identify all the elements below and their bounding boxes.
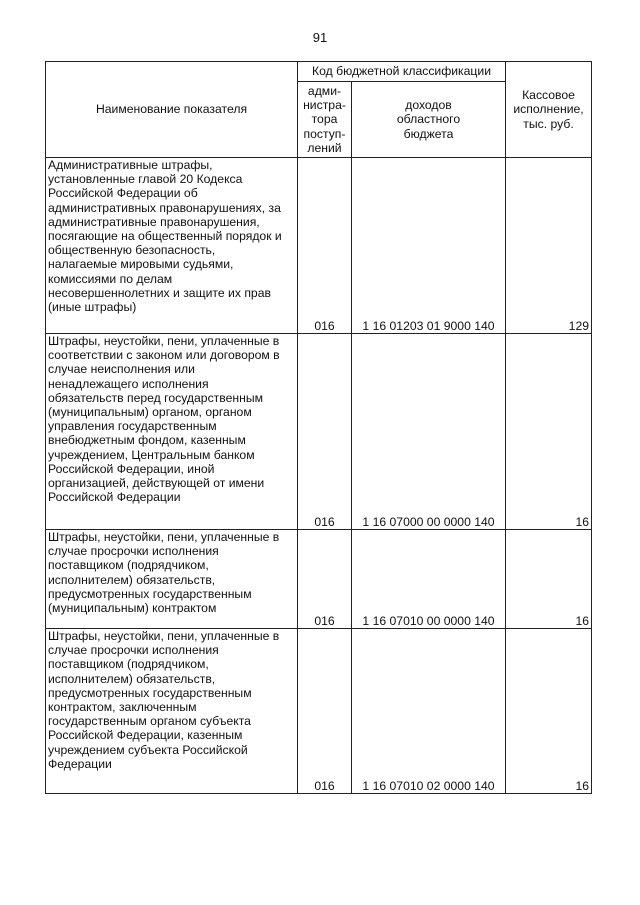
header-cash-execution-label: Кассовое исполнение, тыс. руб. [513, 88, 584, 131]
header-income-code-label: доходов областного бюджета [396, 98, 461, 141]
table-row [46, 530, 592, 629]
row-income-code: 1 16 07010 00 0000 140 [352, 530, 506, 629]
row-income-code: 1 16 01203 01 9000 140 [352, 158, 506, 334]
row-admin-code: 016 [298, 629, 352, 794]
header-admin-code-label: адми- нистра- тора поступ- лений [303, 83, 346, 155]
row-name: Административные штрафы, установленные главой 20 Кодекса Российской Федерации об административных правонарушениях, за административные правонарушения, посягающие на общественный порядок и общественную безопасность, налагаемые мировыми судьями, комиссиями по делам несовершеннолетних и защите их прав (иные штрафы) [46, 158, 298, 334]
header-income-code [352, 82, 506, 158]
row-income-code: 1 16 07000 00 0000 140 [352, 334, 506, 530]
table-row [46, 334, 592, 530]
page-number: 91 [312, 30, 328, 45]
row-amount: 16 [506, 629, 592, 794]
row-amount: 16 [506, 530, 592, 629]
header-cash-execution [506, 62, 592, 158]
header-budget-code-group: Код бюджетной классификации [298, 62, 506, 82]
row-name: Штрафы, неустойки, пени, уплаченные в случае просрочки исполнения поставщиком (подрядчиком, исполнителем) обязательств, предусмотренных государственным контрактом, заключенным государственным органом субъекта Российской Федерации, казенным учреждением субъекта Российской Федерации [46, 629, 298, 794]
row-admin-code: 016 [298, 334, 352, 530]
row-admin-code: 016 [298, 158, 352, 334]
table-row [46, 158, 592, 334]
row-admin-code: 016 [298, 530, 352, 629]
budget-report-table [45, 61, 592, 794]
row-income-code: 1 16 07010 02 0000 140 [352, 629, 506, 794]
table-row [46, 629, 592, 794]
row-name: Штрафы, неустойки, пени, уплаченные в случае просрочки исполнения поставщиком (подрядчиком, исполнителем) обязательств, предусмотренных государственным (муниципальным) контрактом [46, 530, 298, 629]
row-amount: 129 [506, 158, 592, 334]
row-name: Штрафы, неустойки, пени, уплаченные в соответствии с законом или договором в случае неисполнения или ненадлежащего исполнения обязательств перед государственным (муниципальным) органом, органом управления государственным внебюджетным фондом, казенным учреждением, Центральным банком Российской Федерации, иной организацией, действующей от имени Российской Федерации [46, 334, 298, 530]
header-indicator-name: Наименование показателя [46, 62, 298, 158]
row-amount: 16 [506, 334, 592, 530]
header-admin-code [298, 82, 352, 158]
